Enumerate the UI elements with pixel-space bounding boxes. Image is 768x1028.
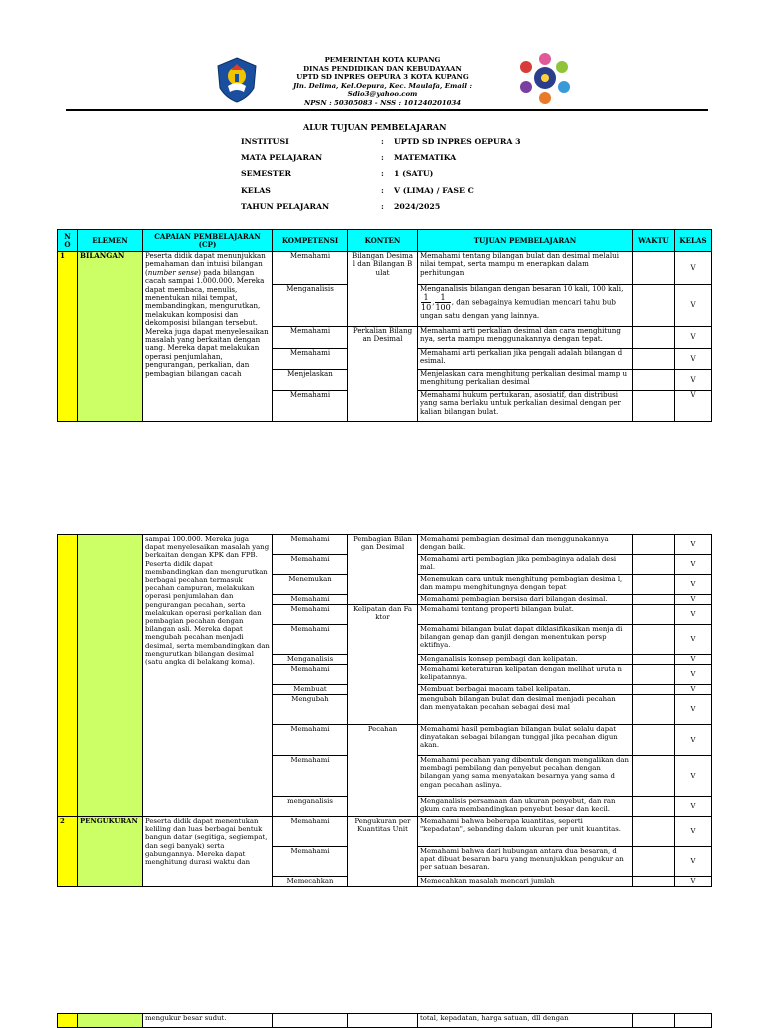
waktu-cell [633,655,675,665]
kelas-cell: V [675,756,712,797]
kompetensi-cell: Menganalisis [273,655,348,665]
kompetensi-cell: Memahami [273,665,348,685]
konten-cell: Kelipatan dan Fa ktor [348,605,418,725]
kelas-cell: V [675,625,712,655]
col-kompetensi: KOMPETENSI [273,230,348,252]
tujuan-cell: Memahami arti pembagian jika pembaginya adalah desi mal. [418,555,633,575]
waktu-cell [633,595,675,605]
letterhead-line-3: UPTD SD INPRES OEPURA 3 KOTA KUPANG [296,73,469,82]
konten-cell: Pecahan [348,725,418,817]
waktu-cell [633,370,675,391]
waktu-cell [633,327,675,349]
tujuan-cell: Memahami bahwa beberapa kuantitas, seperti "kepadatan", sebanding dalam ukuran per unit kuantitas. [418,817,633,847]
col-waktu: WAKTU [633,230,675,252]
row-number [58,1014,78,1028]
waktu-cell [633,877,675,887]
waktu-cell [633,817,675,847]
kelas-cell: V [675,655,712,665]
kompetensi-cell: Memahami [273,349,348,370]
col-kelas: KELAS [675,230,712,252]
kompetensi-cell: Memahami [273,555,348,575]
waktu-cell [633,535,675,555]
kelas-cell: V [675,797,712,817]
kelas-cell [675,1014,712,1028]
tujuan-cell: total, kepadatan, harga satuan, dll dengan [418,1014,633,1028]
info-block [241,137,521,218]
kelas-cell: V [675,575,712,595]
kelas-cell: V [675,685,712,695]
cp-cell: mengukur besar sudut. [143,1014,273,1028]
kompetensi-cell: Memahami [273,847,348,877]
kompetensi-cell: Memahami [273,756,348,797]
kompetensi-cell: Memahami [273,391,348,422]
info-row-tahun-pelajaran: TAHUN PELAJARAN : 2024/2025 [241,201,441,211]
letterhead-divider [66,109,708,111]
info-row-kelas: KELAS : V (LIMA) / FASE C [241,185,474,195]
kompetensi-cell: Memecahkan [273,877,348,887]
kompetensi-cell: Menganalisis [273,285,348,327]
tujuan-cell: Menganalisis konsep pembagi dan kelipatan. [418,655,633,665]
kelas-cell: V [675,391,712,422]
tujuan-cell: Memahami tentang bilangan bulat dan desimal melalui nilai tempat, serta mampu m enerapkan dalam perhitungan [418,252,633,285]
tujuan-cell: Menganalisis bilangan dengan besaran 10 kali, 100 kali, $\frac{1}{10}$ , $\frac{1}{100}$ , dan sebagainya kemudian mencari tahu bub ungan satu dengan yang lainnya. [418,285,633,327]
kelas-cell: V [675,695,712,725]
kompetensi-cell: Memahami [273,625,348,655]
konten-cell: Pembagian Bilan gan Desimal [348,535,418,605]
letterhead [60,52,708,110]
tujuan-cell: Memahami pecahan yang dibentuk dengan mengalikan dan membagi pembilang dan penyebut pecahan dengan bilangan yang sama menyatakan besarnya yang sama d engan pecahan aslinya. [418,756,633,797]
tujuan-cell: Memahami keteraturan kelipatan dengan melihat uruta n kelipatannya. [418,665,633,685]
kelas-cell: V [675,555,712,575]
waktu-cell [633,797,675,817]
waktu-cell [633,252,675,285]
waktu-cell [633,756,675,797]
kelas-cell: V [675,595,712,605]
kelas-cell: V [675,847,712,877]
info-row-mata-pelajaran: MATA PELAJARAN : MATEMATIKA [241,153,457,163]
elemen-cell: PENGUKURAN [78,817,143,887]
col-elemen: ELEMEN [78,230,143,252]
kompetensi-cell: Memahami [273,535,348,555]
waktu-cell [633,847,675,877]
waktu-cell [633,695,675,725]
row-number: 2 [58,817,78,887]
kelas-cell: V [675,370,712,391]
kompetensi-cell: Memahami [273,605,348,625]
konten-cell: Perkalian Bilang an Desimal [348,327,418,422]
kelas-cell: V [675,725,712,756]
waktu-cell [633,625,675,655]
letterhead-npsn: NPSN : 50305083 - NSS : 101240201034 [303,98,462,107]
kelas-cell: V [675,605,712,625]
kompetensi-cell: Memahami [273,327,348,349]
col-tujuan: TUJUAN PEMBELAJARAN [418,230,633,252]
elemen-cell [78,535,143,817]
waktu-cell [633,391,675,422]
table-row [58,535,712,555]
waktu-cell [633,349,675,370]
tujuan-cell: mengubah bilangan bulat dan desimal menjadi pecahan dan menyatakan pecahan sebagai desi mal [418,695,633,725]
tujuan-cell: Memecahkan masalah mencari jumlah [418,877,633,887]
kompetensi-cell: Menjelaskan [273,370,348,391]
school-emblem-logo [515,52,575,104]
atp-table-page-1 [57,229,712,422]
tujuan-cell: Menemukan cara untuk menghitung pembagian desima l, dan mampu menghitungnya dengan tepat [418,575,633,595]
tujuan-cell: Memahami tentang properti bilangan bulat. [418,605,633,625]
document-title: ALUR TUJUAN PEMBELAJARAN [303,122,447,132]
konten-cell: Bilangan Desima l dan Bilangan B ulat [348,252,418,327]
tut-wuri-handayani-logo [214,56,260,104]
kelas-cell: V [675,817,712,847]
letterhead-line-2: DINAS PENDIDIKAN DAN KEBUDAYAAN [303,64,462,73]
kelas-cell: V [675,665,712,685]
kelas-cell: V [675,349,712,370]
kompetensi-cell: menganalisis [273,797,348,817]
waktu-cell [633,665,675,685]
kompetensi-cell: Memahami [273,595,348,605]
waktu-cell [633,605,675,625]
kompetensi-cell [273,1014,348,1028]
kelas-cell: V [675,877,712,887]
col-konten: KONTEN [348,230,418,252]
tujuan-cell: Membuat berbagai macam tabel kelipatan. [418,685,633,695]
elemen-cell [78,1014,143,1028]
letterhead-text [260,56,505,108]
table-row [58,252,712,285]
tujuan-cell: Memahami arti perkalian desimal dan cara menghitung nya, serta mampu menggunakannya dengan tepat. [418,327,633,349]
kompetensi-cell: Membuat [273,685,348,695]
tujuan-cell: Memahami bilangan bulat dapat diklasifikasikan menja di bilangan genap dan ganjil dengan menentukan persp ektifnya. [418,625,633,655]
konten-cell [348,1014,418,1028]
tujuan-cell: Memahami pembagian desimal dan menggunakannya dengan baik. [418,535,633,555]
tujuan-cell: Memahami pembagian bersisa dari bilangan desimal. [418,595,633,605]
waktu-cell [633,575,675,595]
elemen-cell: BILANGAN [78,252,143,422]
letterhead-line-1: PEMERINTAH KOTA KUPANG [324,56,441,64]
table-row [58,1014,712,1028]
kompetensi-cell: Memahami [273,252,348,285]
col-cp: CAPAIAN PEMBELAJARAN (CP) [143,230,273,252]
table-row [58,817,712,847]
kelas-cell: V [675,285,712,327]
col-no: N O [58,230,78,252]
kompetensi-cell: Memahami [273,725,348,756]
kelas-cell: V [675,535,712,555]
row-number [58,535,78,817]
info-row-institusi: INSTITUSI : UPTD SD INPRES OEPURA 3 [241,137,521,146]
cp-cell: Peserta didik dapat menentukan keliling dan luas berbagai bentuk bangun datar (segitiga, segiempat, dan segi banyak) serta gabungannya. Mereka dapat menghitung durasi waktu dan [143,817,273,887]
waktu-cell [633,725,675,756]
waktu-cell [633,685,675,695]
kompetensi-cell: Menemukan [273,575,348,595]
cp-cell: Peserta didik dapat menunjukkan pemahaman dan intuisi bilangan (number sense) pada bilangan cacah sampai 1.000.000. Mereka dapat membaca, menulis, menentukan nilai tempat, membandingkan, mengurutkan, melakukan komposisi dan dekomposisi bilangan tersebut. Mereka juga dapat menyelesaikan masalah yang berkaitan dengan uang. Mereka dapat melakukan operasi penjumlahan, pengurangan, perkalian, dan pembagian bilangan cacah [143,252,273,422]
konten-cell: Pengukuran per Kuantitas Unit [348,817,418,887]
tujuan-cell: Memahami bahwa dari hubungan antara dua besaran, d apat dibuat besaran baru yang menunjukkan pengukur an per satuan besaran. [418,847,633,877]
kompetensi-cell: Mengubah [273,695,348,725]
waktu-cell [633,555,675,575]
tujuan-cell: Memahami arti perkalian jika pengali adalah bilangan d esimal. [418,349,633,370]
info-row-semester: SEMESTER : 1 (SATU) [241,169,434,179]
waktu-cell [633,1014,675,1028]
atp-table-page-3 [57,1013,712,1028]
table-header-row [58,230,712,252]
tujuan-cell: Menjelaskan cara menghitung perkalian desimal mamp u menghitung perkalian desimal [418,370,633,391]
waktu-cell [633,285,675,327]
letterhead-address: Jln. Delima, Kel.Oepura, Kec. Maulafa, Email : Sdio3@yahoo.com [293,81,472,99]
cp-cell: sampai 100.000. Mereka juga dapat menyelesaikan masalah yang berkaitan dengan KPK dan FPB. Peserta didik dapat membandingkan dan mengurutkan berbagai pecahan termasuk pecahan campuran, melakukan operasi penjumlahan dan pengurangan pecahan, serta melakukan operasi perkalian dan pembagian pecahan dengan bilangan asli. Mereka dapat mengubah pecahan menjadi desimal, serta membandingkan dan mengurutkan bilangan desimal (satu angka di belakang koma). [143,535,273,817]
kelas-cell: V [675,252,712,285]
kelas-cell: V [675,327,712,349]
kompetensi-cell: Memahami [273,817,348,847]
tujuan-cell: Memahami hasil pembagian bilangan bulat selalu dapat dinyatakan sebagai bilangan tunggal jika pecahan digun akan. [418,725,633,756]
tujuan-cell: Memahami hukum pertukaran, asosiatif, dan distribusi yang sama berlaku untuk perkalian desimal dengan per kalian bilangan bulat. [418,391,633,422]
tujuan-cell: Menganalisis persamaan dan ukuran penyebut, dan ran gkum cara membandingkan penyebut besar dan kecil. [418,797,633,817]
row-number: 1 [58,252,78,422]
atp-table-page-2 [57,534,712,887]
